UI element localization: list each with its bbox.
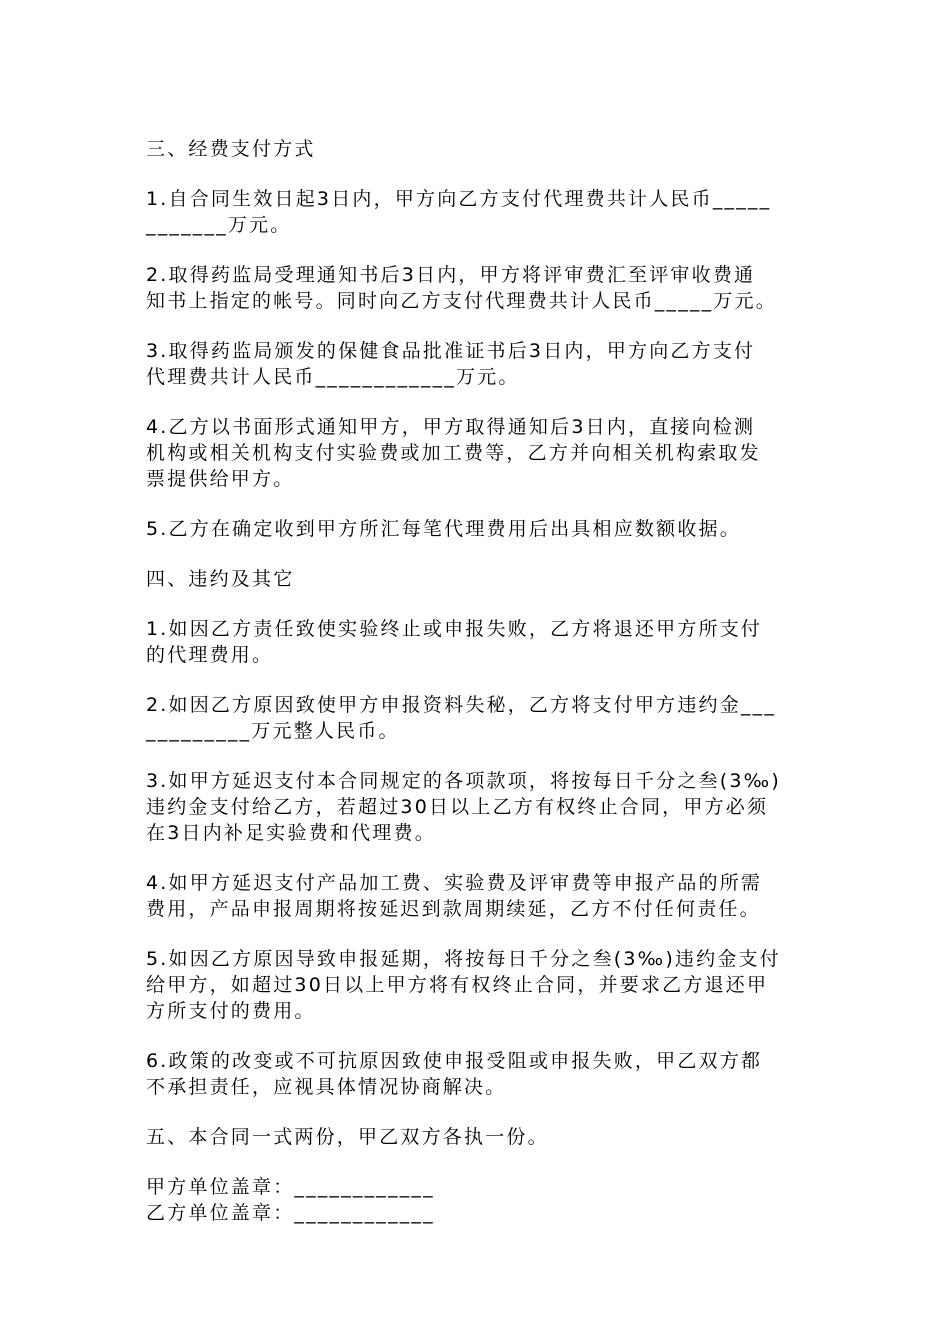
text-line: 4.乙方以书面形式通知甲方，甲方取得通知后3日内，直接向检测 — [146, 416, 756, 438]
party-b-seal-line: 乙方单位盖章：____________ — [146, 1202, 435, 1224]
text-line: 在3日内补足实验费和代理费。 — [146, 822, 436, 844]
text-line: 不承担责任，应视具体情况协商解决。 — [146, 1076, 507, 1098]
clause-3-5 — [146, 516, 810, 542]
text-line: 4.如甲方延迟支付产品加工费、实验费及评审费等申报产品的所需 — [146, 872, 763, 894]
contract-page — [146, 136, 810, 1226]
text-line: 6.政策的改变或不可抗原因致使申报受阻或申报失败，甲乙双方都 — [146, 1050, 763, 1072]
clause-3-2 — [146, 262, 810, 314]
text-line: 费用，产品申报周期将按延迟到款周期续延，乙方不付任何责任。 — [146, 898, 761, 920]
text-line: 1.自合同生效日起3日内，甲方向乙方支付代理费共计人民币_____ — [146, 188, 772, 210]
text-line: 代理费共计人民币____________万元。 — [146, 366, 520, 388]
party-a-seal-line: 甲方单位盖章：____________ — [146, 1176, 435, 1198]
text-line: 知书上指定的帐号。同时向乙方支付代理费共计人民币_____万元。 — [146, 290, 777, 312]
text-line: 3.取得药监局颁发的保健食品批准证书后3日内，甲方向乙方支付 — [146, 340, 756, 362]
text-line: 5.如因乙方原因导致申报延期，将按每日千分之叁(3‰)违约金支付 — [146, 948, 781, 970]
text-line: 2.取得药监局受理通知书后3日内，甲方将评审费汇至评审收费通 — [146, 264, 756, 286]
clause-3-3 — [146, 338, 810, 390]
clause-4-6 — [146, 1048, 810, 1100]
clause-4-2 — [146, 692, 810, 744]
text-line: 3.如甲方延迟支付本合同规定的各项款项，将按每日千分之叁(3‰) — [146, 770, 781, 792]
text-line: 三、经费支付方式 — [146, 138, 316, 160]
text-line: 2.如因乙方原因致使甲方申报资料失秘，乙方将支付甲方违约金___ — [146, 694, 777, 716]
text-line: _______万元。 — [146, 214, 292, 236]
text-line: 5.乙方在确定收到甲方所汇每笔代理费用后出具相应数额收据。 — [146, 518, 741, 540]
clause-4-3 — [146, 768, 810, 846]
text-line: 1.如因乙方责任致使实验终止或申报失败，乙方将退还甲方所支付 — [146, 618, 763, 640]
clause-4-5 — [146, 946, 810, 1024]
section-heading-breach — [146, 566, 810, 592]
text-line: 给甲方，如超过30日以上甲方将有权终止合同，并要求乙方退还甲 — [146, 974, 769, 996]
text-line: 四、违约及其它 — [146, 568, 295, 590]
text-line: 机构或相关机构支付实验费或加工费等，乙方并向相关机构索取发 — [146, 442, 761, 464]
text-line: 违约金支付给乙方，若超过30日以上乙方有权终止合同，甲方必须 — [146, 796, 769, 818]
text-line: 票提供给甲方。 — [146, 468, 295, 490]
signature-block — [146, 1174, 810, 1226]
clause-3-4 — [146, 414, 810, 492]
text-line: 五、本合同一式两份，甲乙双方各执一份。 — [146, 1126, 549, 1148]
text-line: 方所支付的费用。 — [146, 1000, 316, 1022]
text-line: _________万元整人民币。 — [146, 720, 400, 742]
section-heading-payment — [146, 136, 810, 162]
section-copies — [146, 1124, 810, 1150]
clause-4-1 — [146, 616, 810, 668]
clause-3-1 — [146, 186, 810, 238]
text-line: 的代理费用。 — [146, 644, 274, 666]
clause-4-4 — [146, 870, 810, 922]
